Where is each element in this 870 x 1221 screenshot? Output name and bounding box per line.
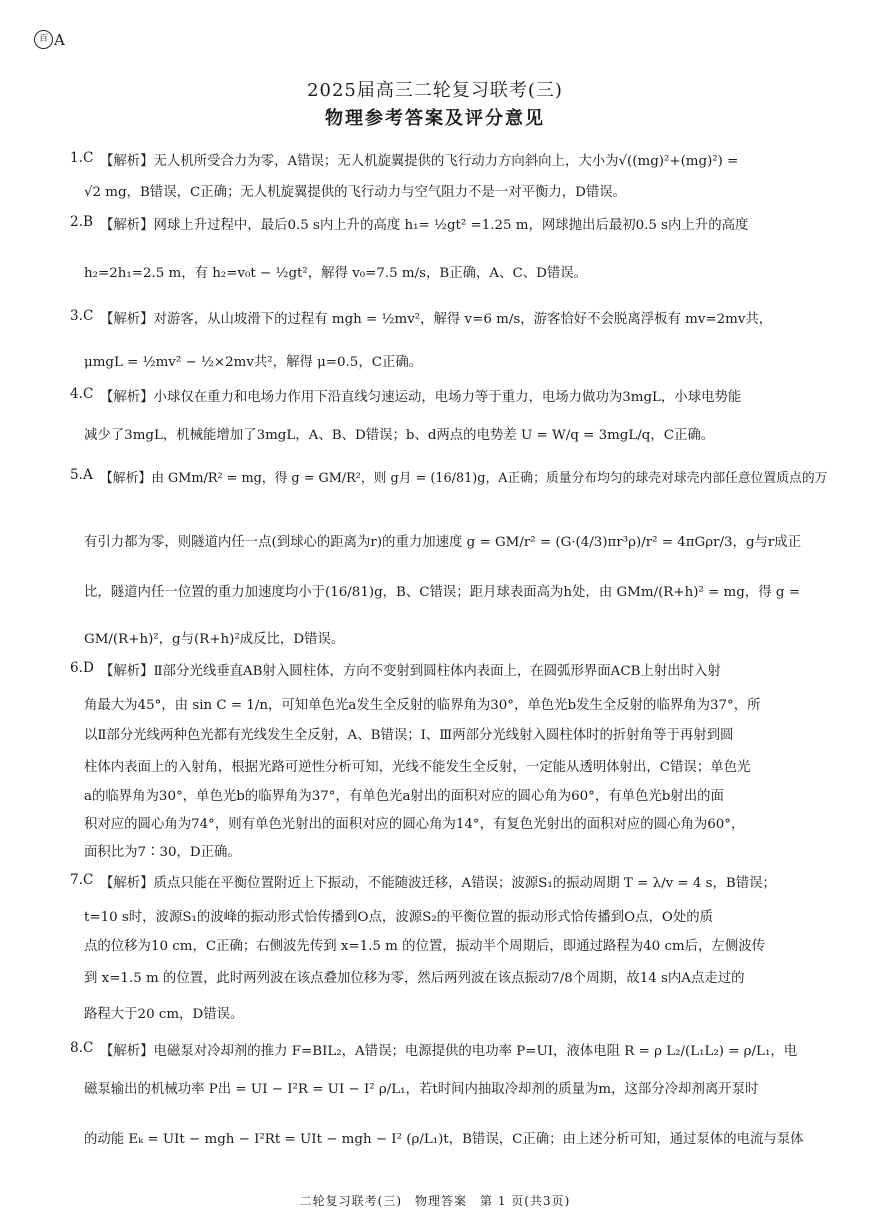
explanation-line: μmgL = ½mv² − ½×2mv共²，解得 μ=0.5，C正确。 xyxy=(84,355,423,370)
explanation-line: 【解析】小球仅在重力和电场力作用下沿直线匀速运动，电场力等于重力，电场力做功为3mgL，小球电势能 xyxy=(100,390,742,405)
paper-version-mark xyxy=(34,30,65,49)
explanation-line: 有引力都为零，则隧道内任一点(到球心的距离为r)的重力加速度 g = GM/r² = (G·(4/3)πr³ρ)/r² = 4πGρr/3，g与r成正 xyxy=(84,535,802,550)
question-number: 6.D xyxy=(70,660,94,676)
explanation-line: 积对应的圆心角为74°，则有单色光射出的面积对应的圆心角为14°，有复色光射出的面积对应的圆心角为60°， xyxy=(84,817,745,832)
explanation-line: 角最大为45°，由 sin C = 1/n，可知单色光a发生全反射的临界角为30°，单色光b发生全反射的临界角为37°，所 xyxy=(84,698,761,713)
question-number: 1.C xyxy=(70,150,94,166)
question-number: 3.C xyxy=(70,308,94,324)
explanation-line: 到 x=1.5 m 的位置，此时两列波在该点叠加位移为零，然后两列波在该点振动7/8个周期，故14 s内A点走过的 xyxy=(84,971,745,986)
explanation-line: 以Ⅱ部分光线两种色光都有光线发生全反射，A、B错误；Ⅰ、Ⅲ两部分光线射入圆柱体时的折射角等于再射到圆 xyxy=(84,728,734,743)
explanation-line: 柱体内表面上的入射角，根据光路可逆性分析可知，光线不能发生全反射，一定能从透明体射出，C错误；单色光 xyxy=(84,760,751,775)
version-letter: A xyxy=(54,30,65,49)
exam-title: 2025届高三二轮复习联考(三) xyxy=(307,80,563,101)
explanation-line: 减少了3mgL，机械能增加了3mgL，A、B、D错误；b、d两点的电势差 U = W/q = 3mgL/q，C正确。 xyxy=(84,428,715,443)
explanation-line: GM/(R+h)²，g与(R+h)²成反比，D错误。 xyxy=(84,632,345,647)
explanation-line: 【解析】由 GMm/R² = mg，得 g = GM/R²，则 g月 = (16/81)g，A正确；质量分布均匀的球壳对球壳内部任意位置质点的万 xyxy=(100,471,828,486)
explanation-line: 【解析】无人机所受合力为零，A错误；无人机旋翼提供的飞行动力方向斜向上，大小为√((mg)²+(mg)²) = xyxy=(100,154,739,169)
explanation-line: 【解析】对游客，从山坡滑下的过程有 mgh = ½mv²，解得 v=6 m/s，游客恰好不会脱离浮板有 mv=2mv共， xyxy=(100,312,773,327)
page-footer: 二轮复习联考(三) 物理答案 第 1 页(共3页) xyxy=(299,1194,571,1208)
explanation-line: t=10 s时，波源S₁的波峰的振动形式恰传播到O点，波源S₂的平衡位置的振动形式恰传播到O点，O处的质 xyxy=(84,910,714,925)
question-number: 7.C xyxy=(70,872,94,888)
explanation-line: 【解析】网球上升过程中，最后0.5 s内上升的高度 h₁= ½gt² =1.25 m，网球抛出后最初0.5 s内上升的高度 xyxy=(100,218,749,233)
explanation-line: 磁泵输出的机械功率 P出 = UI − I²R = UI − I² ρ/L₁，若t时间内抽取冷却剂的质量为m，这部分冷却剂离开泵时 xyxy=(84,1082,759,1097)
explanation-line: √2 mg，B错误，C正确；无人机旋翼提供的飞行动力与空气阻力不是一对平衡力，D错误。 xyxy=(84,185,627,200)
explanation-line: 【解析】Ⅱ部分光线垂直AB射入圆柱体，方向不变射到圆柱体内表面上，在圆弧形界面ACB上射出时入射 xyxy=(100,664,721,679)
explanation-line: a的临界角为30°，单色光b的临界角为37°，有单色光a射出的面积对应的圆心角为60°，有单色光b射出的面 xyxy=(84,789,724,804)
explanation-line: 的动能 Eₖ = UIt − mgh − I²Rt = UIt − mgh − I² (ρ/L₁)t，B错误，C正确；由上述分析可知，通过泵体的电流与泵体 xyxy=(84,1132,804,1147)
question-number: 4.C xyxy=(70,386,94,402)
seal-icon: 百 xyxy=(34,30,53,49)
explanation-line: 比，隧道内任一位置的重力加速度均小于(16/81)g，B、C错误；距月球表面高为h处，由 GMm/(R+h)² = mg，得 g = xyxy=(84,585,800,600)
explanation-line: 面积比为7∶30，D正确。 xyxy=(84,845,241,860)
explanation-line: h₂=2h₁=2.5 m，有 h₂=v₀t − ½gt²，解得 v₀=7.5 m/s，B正确，A、C、D错误。 xyxy=(84,266,588,281)
explanation-line: 【解析】质点只能在平衡位置附近上下振动，不能随波迁移，A错误；波源S₁的振动周期 T = λ/v = 4 s，B错误； xyxy=(100,876,776,891)
explanation-line: 路程大于20 cm，D错误。 xyxy=(84,1007,244,1022)
explanation-line: 【解析】电磁泵对冷却剂的推力 F=BIL₂，A错误；电源提供的电功率 P=UI，液体电阻 R = ρ L₂/(L₁L₂) = ρ/L₁，电 xyxy=(100,1044,798,1059)
explanation-line: 点的位移为10 cm，C正确；右侧波先传到 x=1.5 m 的位置，振动半个周期后，即通过路程为40 cm后，左侧波传 xyxy=(84,939,765,954)
question-number: 5.A xyxy=(70,467,93,483)
question-number: 8.C xyxy=(70,1040,94,1056)
answer-key-title: 物理参考答案及评分意见 xyxy=(325,108,545,129)
question-number: 2.B xyxy=(70,214,93,230)
